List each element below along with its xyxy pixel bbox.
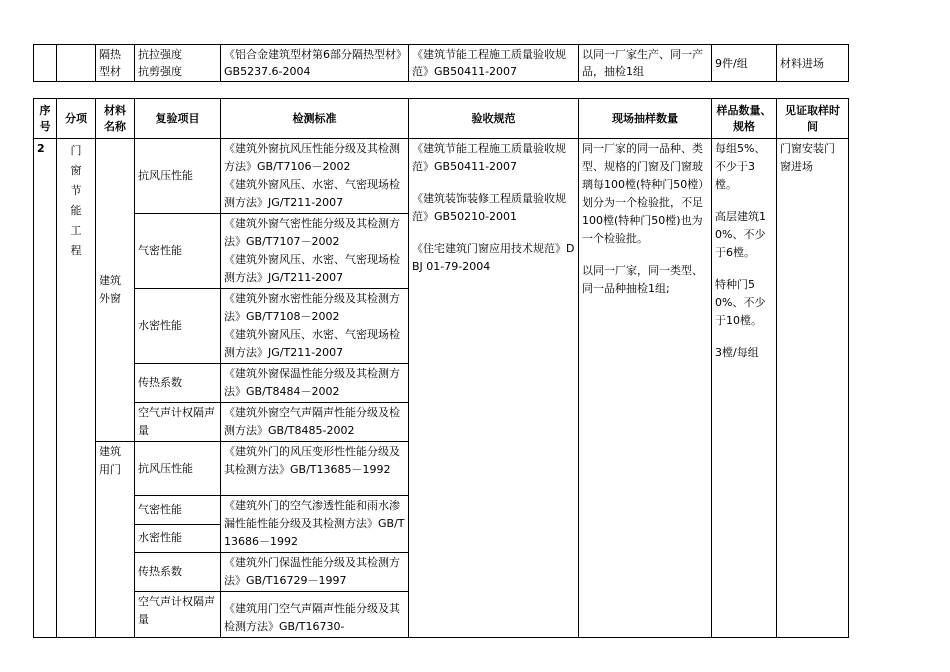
header-standard: 检测标准: [221, 99, 409, 139]
door-item-5: 空气声计权隔声量: [135, 592, 221, 638]
row-no: 2: [34, 139, 57, 638]
top-sampling: 以同一厂家生产、同一产品，抽检1组: [579, 45, 712, 82]
sampling-2: 以同一厂家，同一类型、同一品种抽检1组;: [582, 264, 703, 295]
sampling-1: 同一厂家的同一品种、类型、规格的门窗及门窗玻璃每100樘(特种门50樘）划分为一个检验批，不足100樘(特种门50樘)也为一个检验批。: [582, 142, 704, 245]
quantity-1: 每组5%、不少于3樘。: [715, 142, 766, 191]
door-standard-1: 《建筑外门的风压变形性性能分级及其检测方法》GB/T13685－1992: [221, 442, 409, 496]
quantity-2: 高层建筑10%、不少于6樘。: [715, 210, 766, 259]
top-items: 抗拉强度 抗剪强度: [135, 45, 221, 82]
window-standard-4: 《建筑外窗保温性能分级及其检测方法》GB/T8484－2002: [221, 364, 409, 403]
sub-item: 门窗节能工程: [57, 139, 96, 638]
window-item-3: 水密性能: [135, 289, 221, 364]
quantity-3: 特种门50%、不少于10樘。: [715, 278, 766, 327]
header-sub: 分项: [57, 99, 96, 139]
retest-table: [33, 98, 849, 638]
acceptance-2: 《建筑装饰装修工程质量验收规范》GB50210-2001: [412, 192, 566, 223]
window-standard-5: 《建筑外窗空气声隔声性能分级及检测方法》GB/T8485-2002: [221, 403, 409, 442]
door-item-2: 气密性能: [135, 496, 221, 525]
window-item-1: 抗风压性能: [135, 139, 221, 214]
door-material: 建筑用门: [96, 442, 135, 638]
header-quantity: 样品数量、规格: [712, 99, 777, 139]
top-fragment-table: [33, 44, 849, 82]
window-standard-2: 《建筑外窗气密性能分级及其检测方法》GB/T7107－2002 《建筑外窗风压、水密、气密现场检测方法》JG/T211-2007: [221, 214, 409, 289]
quantity-cell: [712, 139, 777, 638]
header-item: 复验项目: [135, 99, 221, 139]
door-standard-5: 《建筑用门空气声隔声性能分级及其检测方法》GB/T16730-: [221, 592, 409, 638]
acceptance-3: 《住宅建筑门窗应用技术规范》DBJ 01-79-2004: [412, 242, 575, 273]
top-witness: 材料进场: [777, 45, 849, 82]
door-item-4: 传热系数: [135, 553, 221, 592]
top-standard: 《铝合金建筑型材第6部分隔热型材》GB5237.6-2004: [221, 45, 409, 82]
header-acceptance: 验收规范: [409, 99, 579, 139]
header-no: 序号: [34, 99, 57, 139]
window-standard-1: 《建筑外窗抗风压性能分级及其检测方法》GB/T7106－2002 《建筑外窗风压、水密、气密现场检测方法》JG/T211-2007: [221, 139, 409, 214]
header-sampling: 现场抽样数量: [579, 99, 712, 139]
top-quantity: 9件/组: [712, 45, 777, 82]
window-item-5: 空气声计权隔声量: [135, 403, 221, 442]
acceptance-1: 《建筑节能工程施工质量验收规范》GB50411-2007: [412, 142, 566, 173]
witness-cell: 门窗安装门窗进场: [777, 139, 849, 638]
window-item-2: 气密性能: [135, 214, 221, 289]
sampling-cell: [579, 139, 712, 638]
header-row: [34, 99, 849, 139]
top-acceptance: 《建筑节能工程施工质量验收规范》GB50411-2007: [409, 45, 579, 82]
door-standard-4: 《建筑外门保温性能分级及其检测方法》GB/T16729－1997: [221, 553, 409, 592]
top-cell-2: [57, 45, 96, 82]
top-cell-1: [34, 45, 57, 82]
door-item-3: 水密性能: [135, 524, 221, 553]
top-row: [34, 45, 849, 82]
header-witness: 见证取样时间: [777, 99, 849, 139]
quantity-4: 3樘/每组: [715, 346, 759, 359]
top-material: 隔热型材: [96, 45, 135, 82]
window-standard-3: 《建筑外窗水密性能分级及其检测方法》GB/T7108－2002 《建筑外窗风压、水密、气密现场检测方法》JG/T211-2007: [221, 289, 409, 364]
door-item-1: 抗风压性能: [135, 442, 221, 496]
table-row: [34, 139, 849, 214]
header-material: 材料名称: [96, 99, 135, 139]
acceptance-cell: [409, 139, 579, 638]
window-item-4: 传热系数: [135, 364, 221, 403]
door-standard-2: 《建筑外门的空气渗透性能和雨水渗漏性能性能分级及其检测方法》GB/T13686－1992: [221, 496, 409, 553]
window-material: 建筑外窗: [96, 139, 135, 442]
